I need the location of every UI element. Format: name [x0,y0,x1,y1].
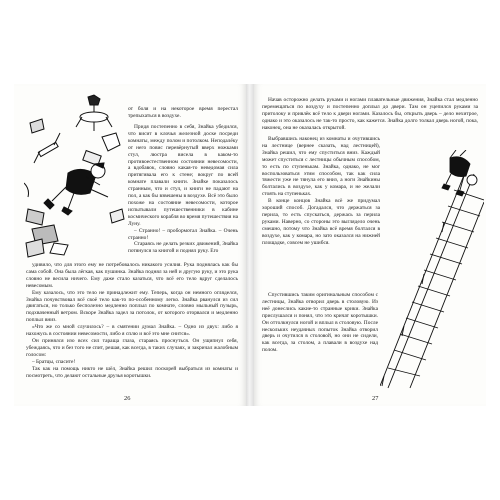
page-number-right: 27 [372,395,379,402]
paragraph: от боля и на некоторое время перестал трепыхаться в воздухе. [128,106,238,119]
paragraph: – Странно! – пробормотал Знайка. – Очень странно! [128,227,238,241]
floating-znayka-illustration [24,93,128,259]
paragraph: «Что же со мной случилось? – в смятении думал Знайка. – Одно из двух: либо я нахожусь в состоянии невесомости, либо я сплю и всё это мне снится». [26,324,238,338]
book-gutter [246,84,254,406]
paragraph: Спустившись таким оригинальным способом с лестницы, Знайка отворил дверь в столовую. Из неё донеслись какие-то странные крики. Знайка прислушался и понял, что это кричат коротышки. Он оттолкнулся ногой и вплыл в столовую. После нескольких неудачных попыток Знайка отворил дверь и очутился в столовой, но они не сидели, как всегда, за столом, а плавали в воздухе над полом. [262,292,378,354]
paragraph: – Братцы, спасите! [32,358,76,365]
paragraph: Придя постепенно в себя, Знайка убедился, что висит в клочья железной доске посреди комнаты, между полом и потолком. Неподалёку от него повис перевёрнутый вверх ножками стул, люстра висела в каком-то противоестественном состоянии невесомости, а вдобавок, словно какая-то неведомая сила притягивала его к стене; вокруг по всей комнате плавали книги. Знайке показалось странным, что и стул, и книги не падают на пол, а как бы взвешены в воздухе. Всё это было похоже на состояние невесомости, которое испытывали путешественники в кабине космического корабля во время путешествия на Луну. [128,124,238,227]
paragraph: Ему казалось, что это тело не принадлежит ему. Теперь, когда он немного огляделся, Знайка почувствовал всё своё тело как-то по-особенному легко. Знайка рванулся из сил двигаться, но только бесполезно медленно поплыл по комнате, словно мыльный пузырь, подхваченный ветром. Вскоре Знайка задел за потолок, от которого оторвался и медленно поплыл вниз. [26,289,238,324]
right-top-text [262,97,478,132]
paragraph: Выбравшись наконец из комнаты и очутившись на лестнице (вернее сказать, над лестницей), Знайка решил, что ему спуститься вниз. Каждый может спуститься с лестницы обычным способом, то есть по ступенькам. Знайка, однако, не мог воспользоваться этим способом, так как сила тяжести уже не тянула его вниз, а ноги Знайкины болтались в воздухе, как у комара, и не желали стоять на ступеньках. [262,136,380,198]
page-number-left: 26 [124,395,131,402]
paragraph: Так как на помощь никто не шёл, Знайка решил поскорей выбраться из комнаты и посмотреть, что делают остальные друзья коротышки. [26,365,238,379]
left-top-line [128,106,238,120]
left-column-text [128,124,238,255]
paragraph: удивило, что для этого ему не потребовалось никакого усилия. Рука поднялась как бы сама собой. Она была лёгкая, как пушинка. Знайка поднял за ней и другую руку, и это рука словно не весила ничего. Ему даже стало казаться, что всё его тело вдруг сделалось невесомым. [26,262,238,289]
paragraph: Начав осторожно делать руками и ногами плавательные движения, Знайка стал медленно перемещаться по воздуху и постепенно доплыл до двери. Там он уцепился руками за притолоку и привлёк всё тело к двери ногами. Казалось бы, открыть дверь – дело нехитрое, однако и это оказалось не так-то просто, как кажется. Знайка долго толкал дверь ногой, пока, наконец, она не оказалась открытой. [262,97,478,131]
right-lower-text [262,292,378,354]
paragraph: Стараясь не делать резких движений, Знайка потянулся за книгой и поднял руку. Его [128,241,238,255]
paragraph: Он принялся изо всех сил тараща глаза, стараясь проснуться. Он ущипнул себя, убеждаясь, что и без того не спит, решая, как всегда, в таких случаях, и закричал жалобным голосом: [26,337,238,358]
right-column-text [262,136,380,247]
staircase-illustration [380,150,484,390]
left-full-text [26,262,238,379]
paragraph: В конце концов Знайка всё же придумал хороший способ. Догадался, что держаться за перила, то есть спускаться, держась за перила руками. Наверно, со стороны это выглядело очень смешно, потому что Знайка всё время болтался в воздухе, как у комара, но зато оказался на нижней площадке, совсем не ушибся. [262,198,380,246]
